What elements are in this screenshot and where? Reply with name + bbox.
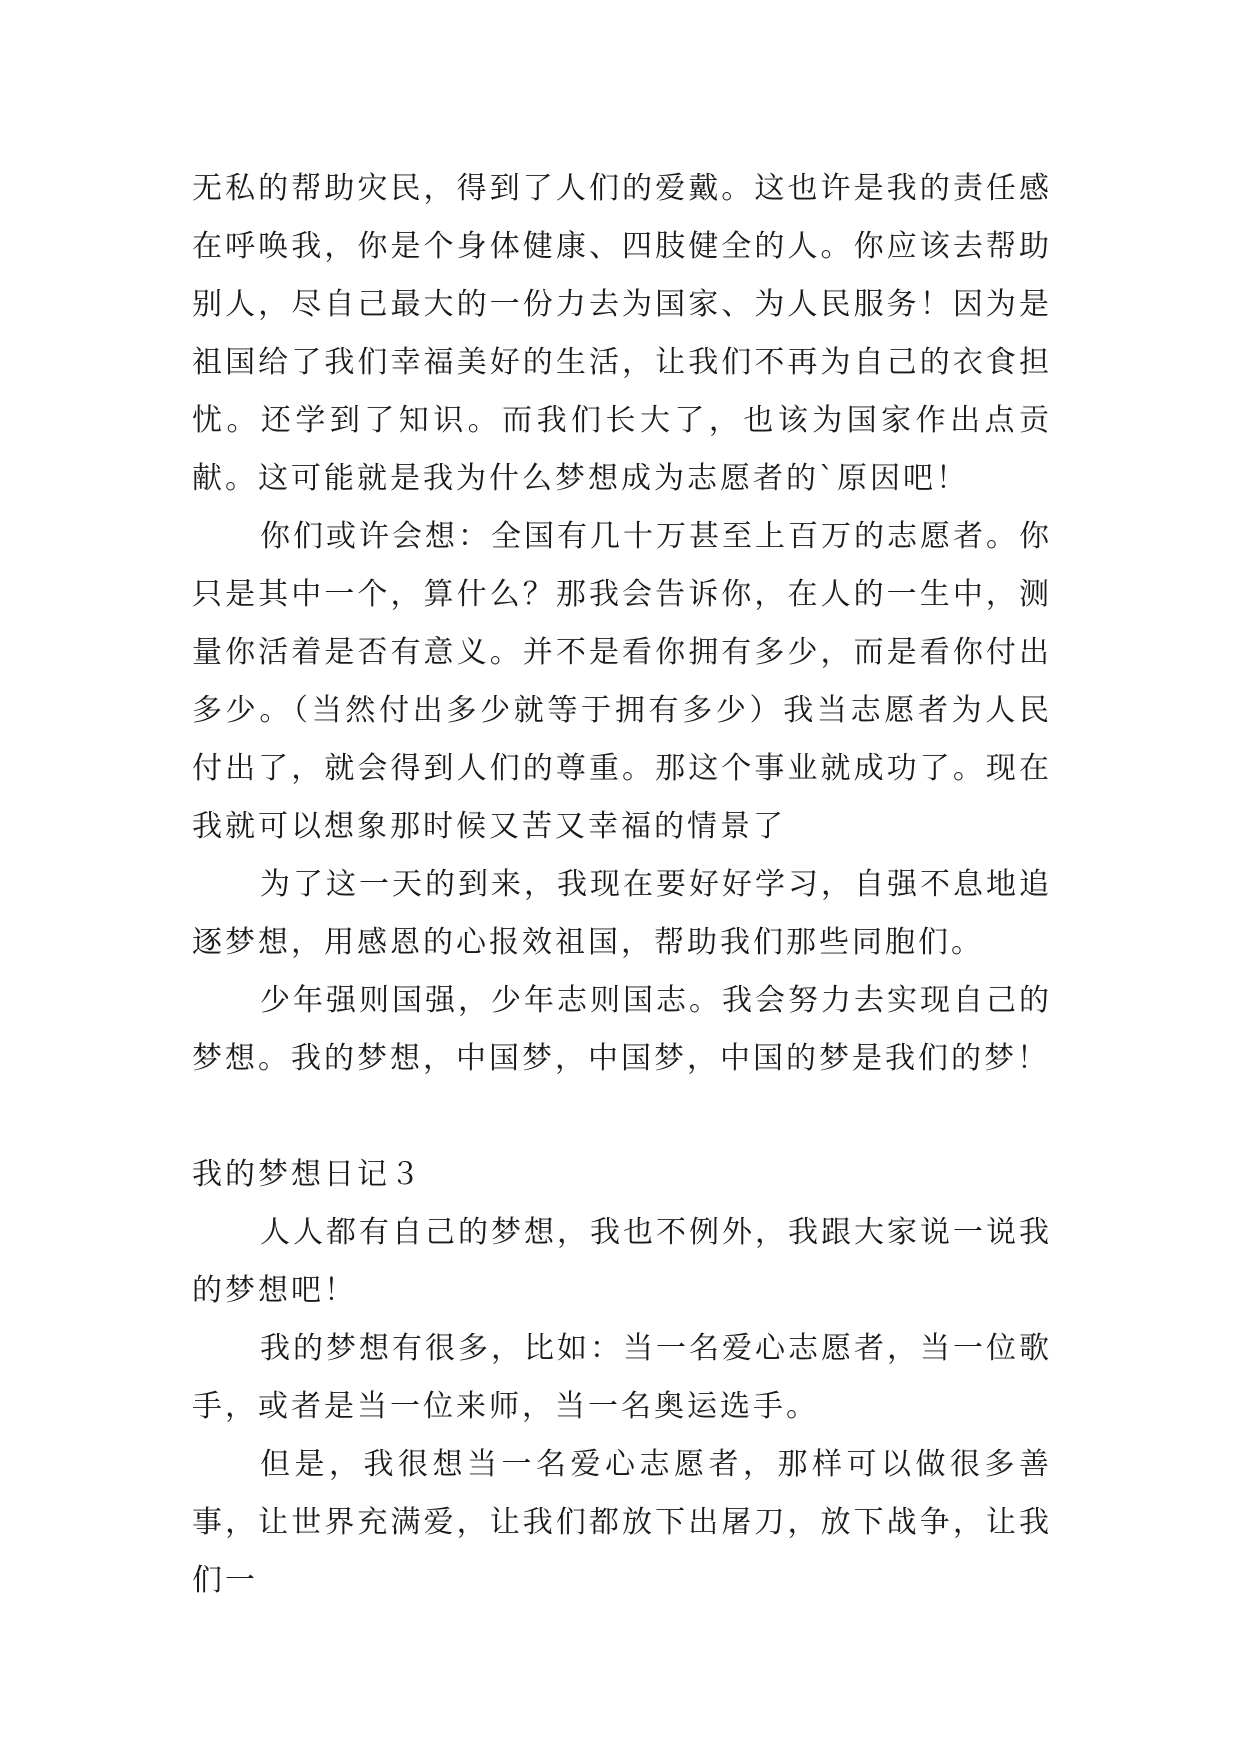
section-title: 我的梦想日记３ (192, 1157, 423, 1192)
paragraph-many-dreams: 我的梦想有很多，比如：当一名爱心志愿者，当一位歌手，或者是当一位来师，当一名奥运选手。 (192, 1331, 1052, 1424)
paragraph-everyone-has-dream: 人人都有自己的梦想，我也不例外，我跟大家说一说我的梦想吧！ (192, 1215, 1052, 1308)
paragraph-continuation: 无私的帮助灾民，得到了人们的爱戴。这也许是我的责任感在呼唤我，你是个身体健康、四肢健全的人。你应该去帮助别人，尽自己最大的一份力去为国家、为人民服务！因为是祖国给了我们幸福美好的生活，让我们不再为自己的衣食担忧。还学到了知识。而我们长大了，也该为国家作出点贡献。这可能就是我为什么梦想成为志愿者的`原因吧！ (192, 171, 1052, 496)
paragraph-volunteer-wish: 但是，我很想当一名爱心志愿者，那样可以做很多善事，让世界充满爱，让我们都放下出屠刀，放下战争，让我们一 (192, 1447, 1052, 1598)
paragraph-volunteer-meaning: 你们或许会想：全国有几十万甚至上百万的志愿者。你只是其中一个，算什么？那我会告诉你，在人的一生中，测量你活着是否有意义。并不是看你拥有多少，而是看你付出多少。（当然付出多少就等于拥有多少）我当志愿者为人民付出了，就会得到人们的尊重。那这个事业就成功了。现在我就可以想象那时候又苦又幸福的情景了 (192, 519, 1052, 844)
document-body (192, 160, 1052, 1610)
paragraph-china-dream: 少年强则国强，少年志则国志。我会努力去实现自己的梦想。我的梦想，中国梦，中国梦，中国的梦是我们的梦！ (192, 983, 1052, 1076)
paragraph-study-hard: 为了这一天的到来，我现在要好好学习，自强不息地追逐梦想，用感恩的心报效祖国，帮助我们那些同胞们。 (192, 867, 1052, 960)
section-spacer (192, 1088, 1052, 1146)
